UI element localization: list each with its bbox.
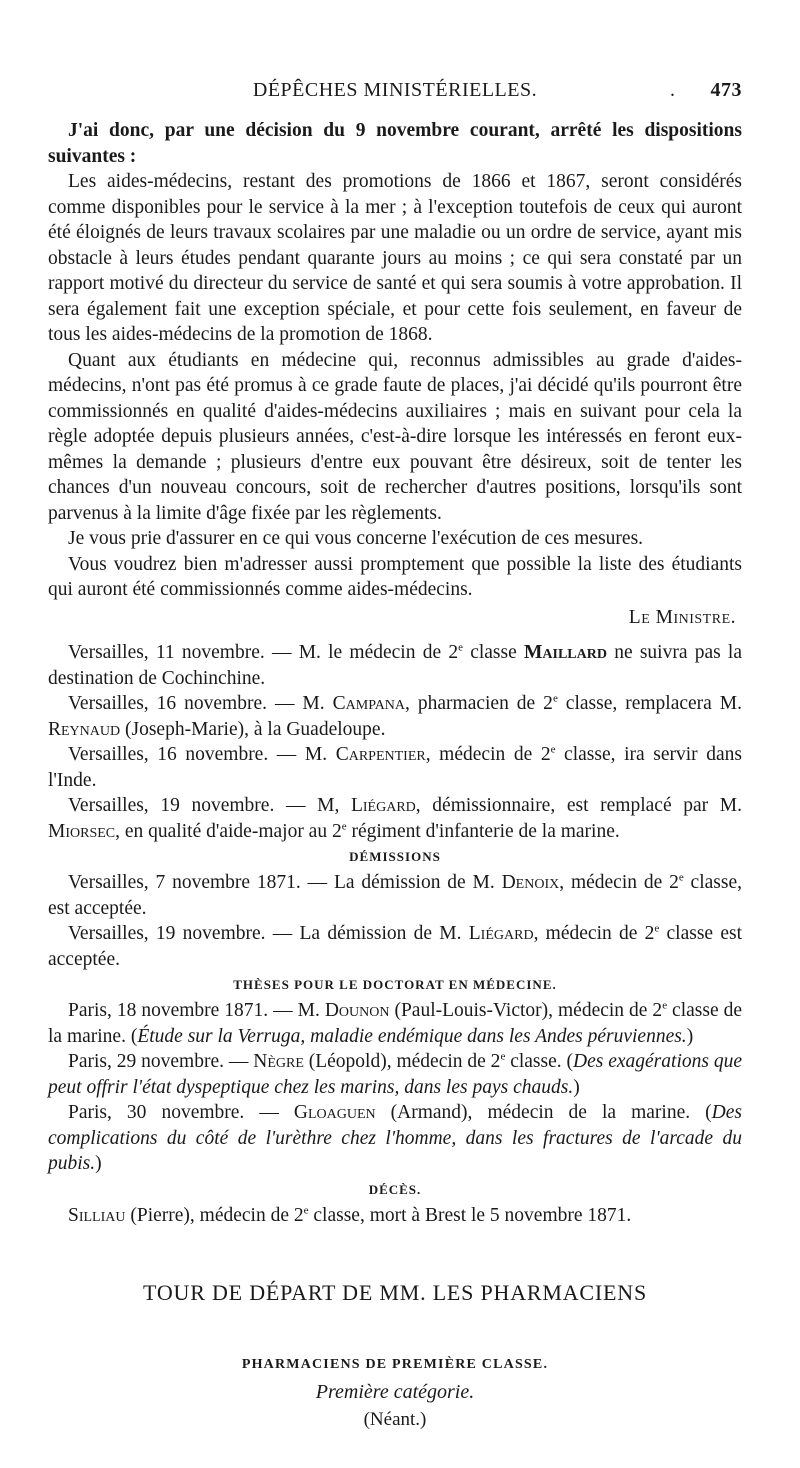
superscript: e [458, 641, 463, 654]
deces-entry [48, 1203, 742, 1229]
running-head-title: DÉPÊCHES MINISTÉRIELLES. [252, 79, 538, 101]
superscript: e [550, 743, 556, 756]
mutation-entry-1 [48, 640, 742, 691]
these-entry-2 [48, 1049, 742, 1100]
superscript: e [678, 871, 684, 884]
section-heading-theses: THÈSES POUR LE DOCTORAT EN MÉDECINE. [233, 977, 557, 992]
letter-paragraph-2: Les aides-médecins, restant des promotions de 1866 et 1867, seront considérés comme disponibles pour le service à la mer ; à l'exception toutefois de ceux qui auront été éloignés de leurs travaux scolaires par une maladie ou un ordre de service, ayant mis obstacle à leurs études pendant quarante jours au moins ; ce qui sera constaté par un rapport motivé du directeur du service de santé et qui sera soumis à votre approbation. Il sera également fait une exception spéciale, et pour cette fois seulement, en faveur de tous les aides-médecins de la promotion de 1868. [48, 171, 742, 345]
entry-text: classe, remplacera M. [557, 693, 742, 714]
thesis-title: Des exagérations que peut offrir l'état dyspeptique chez les marins, dans les pays chauds. [48, 1051, 742, 1098]
entry-text: Paris, 29 novembre. — [68, 1051, 254, 1072]
superscript: e [500, 1050, 506, 1063]
section-heading-deces: DÉCÈS. [368, 1181, 422, 1197]
letter-paragraph-4: Je vous prie d'assurer en ce qui vous concerne l'exécution de ces mesures. [68, 528, 644, 549]
entry-text: Versailles, 16 novembre. — M. [68, 744, 336, 765]
mutation-entry-2 [48, 691, 742, 742]
entry-text: Versailles, 11 novembre. — M. le médecin de 2 [68, 642, 459, 663]
section-heading-demissions: DÉMISSIONS [349, 849, 441, 864]
entry-text: Versailles, 16 novembre. — M. [68, 693, 333, 714]
page-number: 473 [710, 79, 742, 101]
letter-paragraph-5: Vous voudrez bien m'adresser aussi promptement que possible la liste des étudiants qui auront été commissionnés comme aides-médecins. [48, 553, 742, 600]
demission-entry-2 [48, 921, 742, 972]
person-name: Denoix [501, 872, 560, 893]
entry-text: Versailles, 19 novembre. — La démission de M. [68, 923, 469, 944]
entry-text: ne suivra pas la destination de Cochinchine. [48, 642, 742, 689]
entry-text: , médecin de 2 [533, 923, 655, 944]
person-name: Silliau [68, 1204, 126, 1226]
mutation-entry-4 [48, 793, 742, 844]
entry-text: , pharmacien de 2 [405, 693, 553, 714]
person-name: Campana [332, 693, 406, 714]
entry-text: classe, ira servir dans l'Inde. [48, 744, 742, 791]
entry-text: , en qualité d'aide-major au 2 [115, 820, 342, 842]
entry-text: , médecin de 2 [559, 872, 679, 893]
entry-text: Paris, 18 novembre 1871. — M. [68, 1000, 325, 1021]
person-name: Liégard [350, 795, 416, 816]
person-name: Dounon [324, 1000, 390, 1021]
running-head [48, 78, 742, 104]
person-name: Gloaguen [293, 1102, 376, 1123]
superscript: e [662, 999, 668, 1012]
entry-text: classe de la marine. ( [48, 1000, 743, 1047]
superscript: e [552, 692, 558, 705]
entry-text: Versailles, 19 novembre. — M, [68, 795, 351, 816]
entry-text: , démissionnaire, est remplacé par M. [415, 795, 743, 816]
demission-entry-1 [48, 870, 742, 921]
category-heading: Première catégorie. [315, 1380, 475, 1403]
entry-text: Paris, 30 novembre. — [68, 1102, 294, 1123]
section-title-tour-de-depart: TOUR DE DÉPART DE MM. LES PHARMACIENS [143, 1280, 647, 1305]
entry-text: (Joseph-Marie), à la Guadeloupe. [120, 718, 386, 740]
subsection-heading-classe: PHARMACIENS DE PREMIÈRE CLASSE. [241, 1357, 549, 1372]
empty-note: (Néant.) [363, 1408, 427, 1430]
page-body [48, 118, 742, 1434]
entry-text: Versailles, 7 novembre 1871. — La démission de M. [68, 872, 502, 893]
person-name: Reynaud [48, 718, 121, 740]
entry-text: classe, mort à Brest le 5 novembre 1871. [308, 1204, 632, 1226]
entry-text: classe. ( [505, 1051, 574, 1072]
letter-paragraph-1: J'ai donc, par une décision du 9 novembre courant, arrêté les dispositions suivantes : [48, 120, 742, 167]
entry-text: classe [462, 642, 524, 663]
entry-text: , médecin de 2 [425, 744, 551, 765]
thesis-title: Des complications du côté de l'urèthre chez l'homme, dans les fractures de l'arcade du pubis. [48, 1102, 742, 1174]
entry-text: régiment d'infanterie de la marine. [346, 820, 620, 842]
entry-text: (Armand), médecin de la marine. ( [375, 1102, 712, 1123]
entry-text: ) [686, 1025, 694, 1047]
person-name: Liégard [468, 923, 534, 944]
entry-text: (Paul-Louis-Victor), médecin de 2 [389, 1000, 663, 1021]
superscript: e [341, 820, 347, 832]
entry-text: (Léopold), médecin de 2 [303, 1051, 501, 1072]
entry-text: classe, est acceptée. [48, 872, 742, 919]
entry-text: (Pierre), médecin de 2 [125, 1204, 304, 1226]
entry-text: ) [573, 1076, 580, 1098]
superscript: e [303, 1204, 309, 1216]
mutation-entry-3 [48, 742, 742, 793]
entry-text: classe est acceptée. [48, 923, 742, 970]
these-entry-3 [48, 1100, 742, 1177]
entry-text: ) [95, 1153, 102, 1174]
letter-paragraph-3: Quant aux étudiants en médecine qui, reconnus admissibles au grade d'aides-médecins, n'ont pas été promus à ce grade faute de places, j'ai décidé qu'ils pourront être commissionnés en qualité d'aides-médecins auxiliaires ; mais en suivant pour cela la règle adoptée depuis plusieurs années, c'est-à-dire lorsque les intéressés en feront eux-mêmes la demande ; plusieurs d'entre eux pouvant être désireux, soit de tenter les chances d'un nouveau concours, soit de rechercher d'autres positions, lorsqu'ils sont parvenus à la limite d'âge fixée par les règlements. [48, 349, 742, 524]
person-name: Maillard [523, 642, 607, 663]
signature-text: Le Ministre. [628, 606, 736, 628]
these-entry-1 [48, 998, 742, 1049]
person-name: Miorsec [48, 820, 116, 842]
running-head-dot: . [670, 79, 676, 101]
person-name: Nègre [253, 1051, 304, 1072]
person-name: Carpentier [335, 744, 426, 765]
thesis-title: Étude sur la Verruga, maladie endémique dans les Andes péruviennes. [137, 1025, 687, 1047]
superscript: e [654, 922, 660, 935]
signature [48, 605, 742, 631]
